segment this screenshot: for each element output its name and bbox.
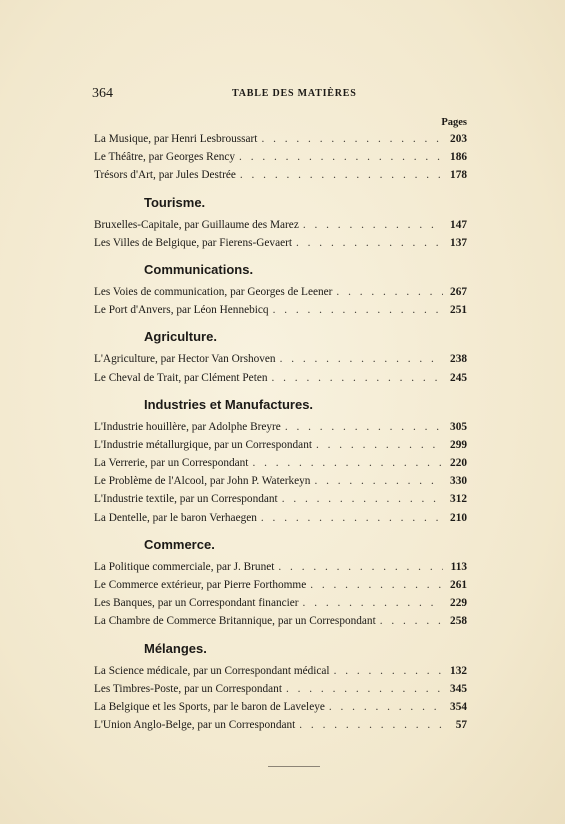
dot-leader	[299, 594, 443, 612]
dot-leader	[282, 680, 443, 698]
entry-title: La Politique commerciale, par J. Brunet	[94, 560, 275, 573]
toc-entry	[94, 283, 467, 301]
section-heading: Industries et Manufactures.	[144, 396, 314, 412]
dot-leader	[236, 166, 443, 184]
entry-page-number: 245	[450, 371, 467, 384]
entry-page-number: 345	[450, 682, 467, 695]
entry-page-number: 186	[450, 151, 467, 164]
entry-title: Trésors d'Art, par Jules Destrée	[94, 169, 236, 182]
entry-title: Le Port d'Anvers, par Léon Hennebicq	[94, 304, 269, 317]
entry-title: La Verrerie, par un Correspondant	[94, 457, 249, 470]
entry-title: La Chambre de Commerce Britannique, par un Correspondant	[94, 615, 376, 628]
entry-page-number: 330	[450, 475, 467, 488]
toc-entry	[94, 509, 467, 527]
page-number: 364	[92, 86, 113, 101]
toc-entry	[94, 612, 467, 630]
page-header	[92, 86, 470, 104]
entry-title: Les Timbres-Poste, par un Correspondant	[94, 682, 282, 695]
dot-leader	[268, 369, 444, 387]
section-heading: Tourisme.	[144, 194, 206, 210]
dot-leader	[248, 454, 443, 472]
dot-leader	[292, 234, 443, 252]
entry-title: Le Problème de l'Alcool, par John P. Waterkeyn	[94, 475, 311, 488]
dot-leader	[269, 301, 443, 319]
toc-entry	[94, 594, 467, 612]
intro-entries	[94, 130, 467, 185]
entry-page-number: 261	[450, 579, 467, 591]
toc-entry	[94, 234, 467, 252]
dot-leader	[281, 418, 443, 436]
ornamental-rule	[268, 766, 320, 767]
dot-leader	[310, 472, 443, 490]
entry-title: Les Banques, par un Correspondant financier	[94, 597, 299, 610]
section-heading: Mélanges.	[144, 640, 207, 656]
entry-title: Les Voies de communication, par Georges de Leener	[94, 285, 333, 298]
entry-title: L'Union Anglo-Belge, par un Correspondant	[94, 719, 296, 732]
entry-title: L'Agriculture, par Hector Van Orshoven	[94, 353, 276, 366]
entry-page-number: 258	[450, 615, 467, 628]
entry-page-number: 137	[450, 236, 467, 249]
dot-leader	[306, 576, 443, 594]
toc-entry	[94, 166, 467, 184]
entry-title: Le Théâtre, par Georges Rency	[94, 151, 236, 164]
entry-page-number: 178	[450, 169, 467, 182]
dot-leader	[276, 350, 443, 368]
entry-page-number: 147	[450, 218, 467, 231]
entry-page-number: 354	[450, 700, 467, 713]
entry-page-number: 299	[450, 438, 467, 451]
entry-title: L'Industrie métallurgique, par un Correspondant	[94, 438, 312, 451]
sections	[94, 194, 467, 735]
entry-title: La Dentelle, par le baron Verhaegen	[94, 511, 257, 524]
entry-page-number: 132	[450, 664, 467, 677]
entry-title: La Belgique et les Sports, par le baron de Laveleye	[94, 700, 325, 713]
table-of-contents	[94, 130, 467, 734]
dot-leader	[332, 283, 443, 301]
dot-leader	[257, 509, 443, 527]
entry-page-number: 238	[450, 353, 467, 366]
entry-page-number: 251	[450, 304, 467, 317]
entry-page-number: 113	[450, 560, 467, 573]
dot-leader	[274, 558, 443, 576]
toc-entry	[94, 350, 467, 368]
entry-title: Le Commerce extérieur, par Pierre Forthomme	[94, 579, 307, 591]
entry-title: La Science médicale, par un Correspondant médical	[94, 664, 330, 677]
entry-page-number: 203	[450, 133, 467, 145]
toc-entry	[94, 716, 467, 734]
running-title: TABLE DES MATIÈRES	[232, 88, 357, 99]
toc-entry	[94, 576, 467, 594]
entry-title: Les Villes de Belgique, par Fierens-Gevaert	[94, 236, 292, 249]
toc-entry	[94, 216, 467, 234]
toc-entry	[94, 680, 467, 698]
entry-page-number: 220	[450, 457, 467, 470]
dot-leader	[235, 148, 443, 166]
toc-entry	[94, 454, 467, 472]
toc-entry	[94, 369, 467, 387]
entry-title: La Musique, par Henri Lesbroussart	[94, 133, 258, 145]
entry-title: L'Industrie houillère, par Adolphe Breyre	[94, 420, 281, 433]
toc-entry	[94, 301, 467, 319]
toc-entry	[94, 148, 467, 166]
toc-entry	[94, 436, 467, 454]
section-heading: Communications.	[144, 261, 254, 277]
toc-entry	[94, 662, 467, 680]
toc-entry	[94, 130, 467, 148]
toc-entry	[94, 558, 467, 576]
dot-leader	[257, 130, 443, 148]
entry-page-number: 210	[450, 511, 467, 524]
dot-leader	[295, 716, 443, 734]
dot-leader	[330, 662, 443, 680]
entry-page-number: 229	[450, 597, 467, 610]
dot-leader	[299, 216, 443, 234]
toc-entry	[94, 698, 467, 716]
entry-page-number: 305	[450, 420, 467, 433]
entry-title: Bruxelles-Capitale, par Guillaume des Marez	[94, 218, 299, 231]
dot-leader	[325, 698, 443, 716]
entry-title: Le Cheval de Trait, par Clément Peten	[94, 371, 268, 384]
entry-title: L'Industrie textile, par un Correspondant	[94, 493, 278, 506]
section-heading: Agriculture.	[144, 329, 217, 345]
section-heading: Commerce.	[144, 536, 215, 552]
toc-entry	[94, 490, 467, 508]
entry-page-number: 312	[450, 493, 467, 506]
dot-leader	[312, 436, 443, 454]
dot-leader	[278, 490, 443, 508]
pages-column-label: Pages	[441, 117, 467, 128]
toc-entry	[94, 418, 467, 436]
toc-entry	[94, 472, 467, 490]
entry-page-number: 267	[450, 285, 467, 298]
entry-page-number: 57	[455, 719, 467, 732]
dot-leader	[376, 612, 443, 630]
